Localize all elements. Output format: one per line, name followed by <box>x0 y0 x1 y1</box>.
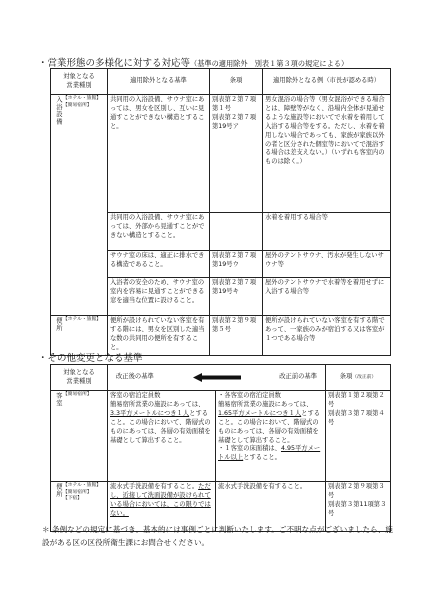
wash-category: 便所 <box>54 483 62 498</box>
toilet-clause: 別表第２第９項第５号 <box>210 316 263 356</box>
room-before-post: とすること。 <box>243 454 281 462</box>
header-basis: 適用除外となる基準 <box>108 69 210 95</box>
room-before-underline-2: 4.95平方メートル以上 <box>218 445 321 462</box>
wash-clause: 別表第２第９項第３号 別表第３第11項第３号 <box>326 482 391 532</box>
header2-clause-cell <box>326 365 391 391</box>
room-after-underline: 3.3平方メートルにつき１人 <box>110 409 190 417</box>
bath-row-1 <box>51 95 391 213</box>
wash-after-underline: ただし、近接して洗面設備が設けられている場合においては、この限りではない。 <box>110 483 211 517</box>
section1-subtitle: （基準の適用除外 別表１第３項の規定による） <box>190 59 349 68</box>
header2-before: 改正前の基準 <box>279 373 317 381</box>
section2-table <box>50 364 391 532</box>
bath-basis-1: 共同用の入浴設備、サウナ室にあっては、男女を区別し、互いに見通すことができない構造とすること。 <box>108 95 210 213</box>
bath-tag-simple: 【簡易宿所】 <box>62 102 92 108</box>
header-example: 適用除外となる例（市長が認める時） <box>263 69 391 95</box>
bath-clause-3: 別表第２第７項第19号ウ <box>210 251 263 278</box>
wash-after-pre: 流水式手洗設備を有すること。 <box>110 483 199 490</box>
header2-target: 対象となる 営業種別 <box>51 365 108 391</box>
room-before-underline-1: 1.65平方メートルにつき１人 <box>218 409 302 417</box>
room-row <box>51 391 391 482</box>
header2-clause-note: （改正前） <box>352 374 377 380</box>
header2-after-before <box>108 365 326 391</box>
room-after-pre: 客室の宿泊定員数 簡易宿所営業の施設にあっては、 <box>110 392 205 408</box>
header-clause: 条項 <box>210 69 263 95</box>
toilet-example: 便所が設けられていない客室を有する階であって、一家族のみが宿泊する又は客室が１つである場合等 <box>263 316 391 356</box>
header-target: 対象となる 営業種別 <box>51 69 108 95</box>
room-before-mid: とすること。この場合において、階層式のものにあっては、各層の有効面積を基礎として算出すること。 ・１客室の床面積は、 <box>218 409 321 453</box>
bath-clause-2 <box>210 213 263 251</box>
bath-clause-4: 別表第２第７項第19号キ <box>210 278 263 316</box>
bath-category: 入浴設備 <box>54 96 62 126</box>
room-after-post: とすること。この場合において、階層式のものにあっては、各層の有効面積を基礎として算出すること。 <box>110 409 211 444</box>
bath-basis-2: 共同用の入浴設備、サウナ室にあっては、外部から見通すことができない構造とすること。 <box>108 213 210 251</box>
wash-before: 流水式手洗設備を有すること。 <box>216 482 326 532</box>
bath-example-3: 屋外のテントサウナ、汚水が発生しないサウナ等 <box>263 251 391 278</box>
room-tag-simple: 【簡易宿所】 <box>62 392 92 397</box>
section1-title <box>38 55 348 69</box>
toilet-basis: 便所が設けられていない客室を有する階には、男女を区別した適当な数の共同用の便所を有すること。 <box>108 316 210 356</box>
room-category: 客室 <box>54 392 62 407</box>
wash-tag-hotel: 【ホテル・旅館】 <box>62 483 102 488</box>
room-before-pre: ・各客室の宿泊定員数 簡易宿所営業の施設にあっては、 <box>218 392 313 408</box>
bath-basis-4: 入浴者の安全のため、サウナ室の室内を容易に見通すことができる窓を適当な位置に設けること。 <box>108 278 210 316</box>
room-after <box>108 391 216 482</box>
header2-clause: 条項 <box>339 372 353 380</box>
bath-example-2: 水着を着用する場合等 <box>263 213 391 251</box>
bath-category-cell <box>51 95 108 316</box>
section1-title-text: ・営業形態の多様化に対する対応等 <box>38 58 191 69</box>
bath-basis-3: サウナ室の床は、適正に排水できる構造であること。 <box>108 251 210 278</box>
bath-example-4: 屋外のテントサウナで水着等を着用せずに入浴する場合等 <box>263 278 391 316</box>
toilet-tag-hotel: 【ホテル・旅館】 <box>62 317 102 322</box>
left-arrow-icon <box>193 373 241 382</box>
section2-header-row <box>51 365 391 391</box>
room-clause: 別表第１第２項第２号 別表第３第７項第４号 <box>326 391 391 482</box>
bath-clause-1: 別表第２第７項第１号 別表第２第７項第19号ア <box>210 95 263 213</box>
room-before <box>216 391 326 482</box>
toilet-category: 便所 <box>54 317 62 332</box>
bath-tag-hotel: 【ホテル・旅館】 <box>62 96 102 101</box>
section1-table <box>50 68 391 356</box>
wash-tag-simple: 【簡易宿所】 <box>62 489 92 495</box>
section2-title: ・その他変更となる基準 <box>38 353 143 364</box>
wash-tag-boarding: 【下宿】 <box>62 496 83 501</box>
footnote: ＊ 条例などの規定に基づき、基本的には事例ごとに判断いたします。ご不明な点がございましたら、施設がある区の区役所衛生課にお問合せください。 <box>42 525 393 547</box>
section1-header-row <box>51 69 391 95</box>
header2-after: 改正後の基準 <box>116 373 154 381</box>
room-category-cell <box>51 391 108 482</box>
bath-example-1: 男女混浴の場合等（男女混浴ができる場合とは、障壁等がなく、沿場内全体が見通せるような施設等においてで水着を着用して入浴する場合等をする。ただし、水着を着用しない場合であっても、家族が家族以外の者と区分された個室等においてで混浴する場合は差支えない。）（いずれも客室内のものは除く。） <box>263 95 391 213</box>
